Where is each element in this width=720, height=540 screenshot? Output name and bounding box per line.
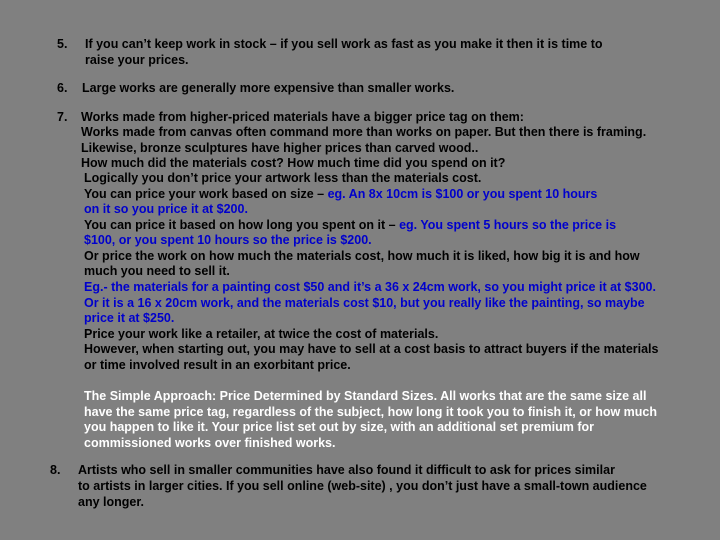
item-7-line-1: Works made from higher-priced materials have a bigger price tag on them: xyxy=(81,110,524,124)
time-pricing-prefix: You can price it based on how long you spent on it – xyxy=(84,218,400,232)
item-7-line-5: Logically you don’t price your artwork less than the materials cost. xyxy=(84,171,482,185)
item-8-line-3: any longer. xyxy=(78,495,144,509)
item-6-text: Large works are generally more expensive than smaller works. xyxy=(82,81,455,95)
retail-line-3: or time involved result in an exorbitant price. xyxy=(84,358,351,372)
item-7-line-2: Works made from canvas often command more than works on paper. But then there is framing. xyxy=(81,125,647,139)
retail-line-1: Price your work like a retailer, at twice the cost of materials. xyxy=(84,327,439,341)
simple-approach-line-3: you happen to like it. Your price list set out by size, with an additional set premium for xyxy=(84,420,595,434)
item-7-line-4: How much did the materials cost? How much time did you spend on it? xyxy=(81,156,506,170)
simple-approach-line-2: have the same price tag, regardless of the subject, how long it took you to finish it, or how much xyxy=(84,405,657,419)
size-pricing-prefix: You can price your work based on size – xyxy=(84,187,328,201)
example-line-2: Or it is a 16 x 20cm work, and the materials cost $10, but you really like the painting, so maybe xyxy=(84,296,645,310)
item-8-line-2: to artists in larger cities. If you sell online (web-site) , you don’t just have a small-town audience xyxy=(78,479,647,493)
time-pricing-example: eg. You spent 5 hours so the price is xyxy=(399,218,617,232)
item-7-line-3: Likewise, bronze sculptures have higher prices than carved wood.. xyxy=(81,141,479,155)
item-6-number: 6. xyxy=(57,81,68,95)
retail-line-2: However, when starting out, you may have to sell at a cost basis to attract buyers if the materials xyxy=(84,342,659,356)
item-8-line-1: Artists who sell in smaller communities have also found it difficult to ask for prices similar xyxy=(78,463,615,477)
liking-line-1: Or price the work on how much the materials cost, how much it is liked, how big it is and how xyxy=(84,249,640,263)
size-pricing-cont: on it so you price it at $200. xyxy=(84,202,248,216)
item-7-number: 7. xyxy=(57,110,68,124)
size-pricing-line xyxy=(84,187,597,203)
liking-line-2: much you need to sell it. xyxy=(84,264,230,278)
example-line-3: price it at $250. xyxy=(84,311,175,325)
item-8-number: 8. xyxy=(50,463,61,477)
item-5-line-2: raise your prices. xyxy=(85,53,189,67)
time-pricing-line xyxy=(84,218,616,234)
item-5-line-1: If you can’t keep work in stock – if you sell work as fast as you make it then it is time to xyxy=(85,37,603,51)
example-line-1: Eg.- the materials for a painting cost $50 and it’s a 36 x 24cm work, so you might price it at $300. xyxy=(84,280,656,294)
simple-approach-line-1: The Simple Approach: Price Determined by Standard Sizes. All works that are the same size all xyxy=(84,389,647,403)
time-pricing-cont: $100, or you spent 10 hours so the price is $200. xyxy=(84,233,372,247)
size-pricing-example: eg. An 8x 10cm is $100 or you spent 10 hours xyxy=(327,187,598,201)
simple-approach-line-4: commissioned works over finished works. xyxy=(84,436,336,450)
item-5-number: 5. xyxy=(57,37,68,51)
